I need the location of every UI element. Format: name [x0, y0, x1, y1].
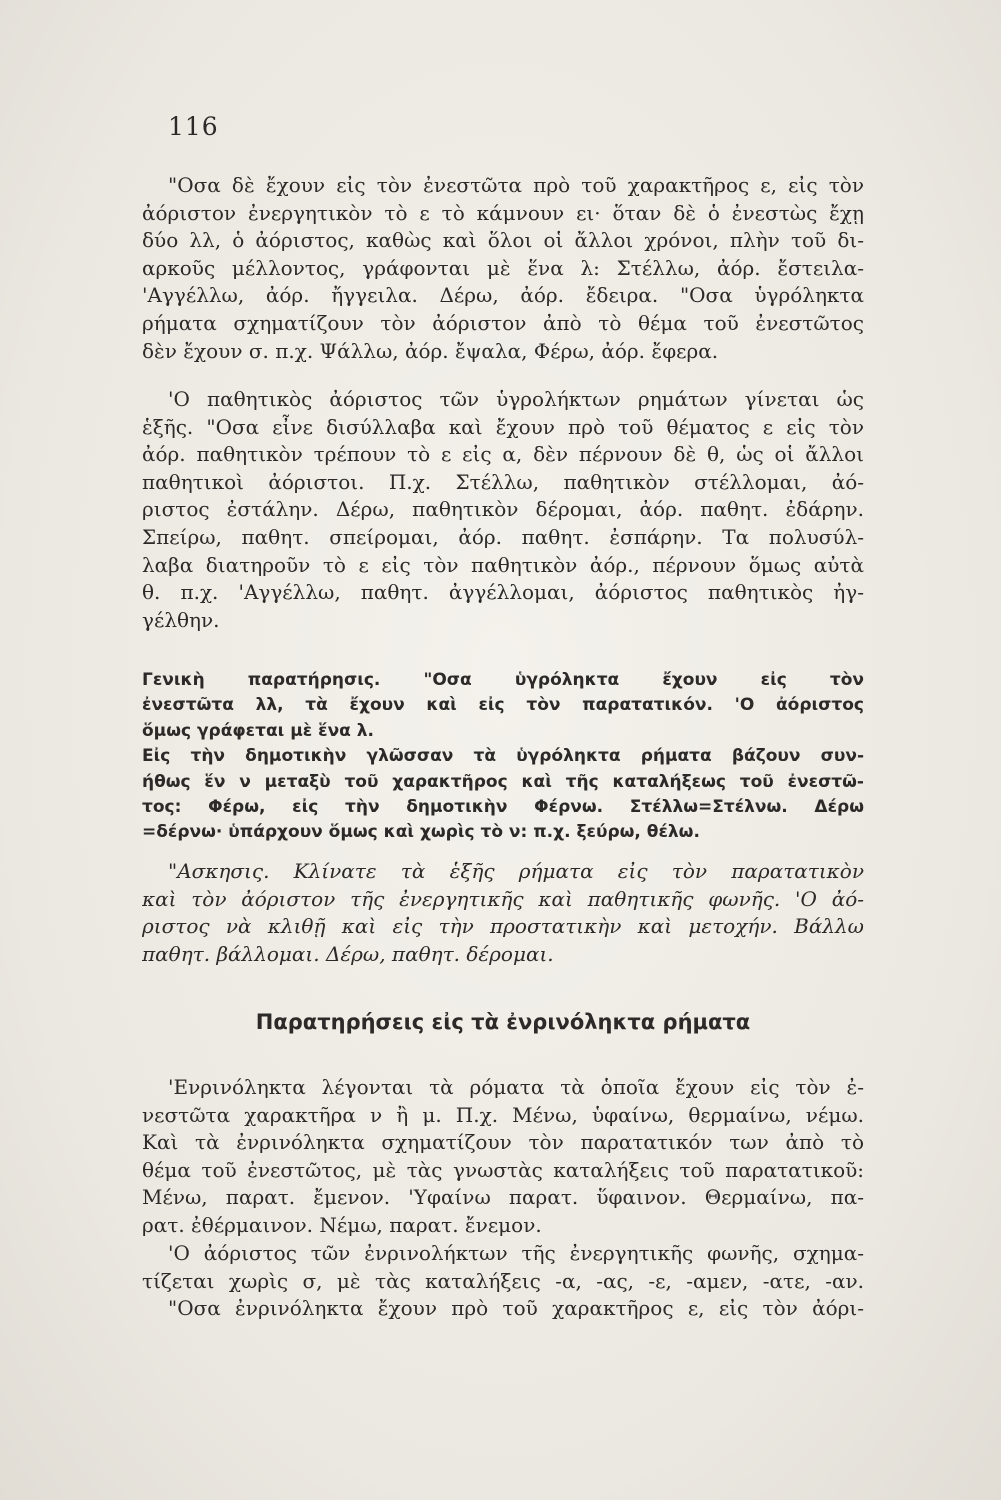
text-line: ριστος ἐστάλην. Δέρω, παθητικὸν δέρομαι, ἀόρ. παθητ. ἐδάρην.: [142, 497, 864, 522]
text-line: 'Αγγέλλω, ἀόρ. ἤγγειλα. Δέρω, ἀόρ. ἔδειρα. "Οσα ὑγρόληκτα: [142, 283, 864, 308]
text-line: ὅμως γράφεται μὲ ἕνα λ.: [142, 720, 374, 741]
text-line: δὲν ἔχουν σ. π.χ. Ψάλλω, ἀόρ. ἔψαλα, Φέρω, ἀόρ. ἔφερα.: [142, 338, 719, 363]
text-line: ἀόριστον ἐνεργητικὸν τὸ ε τὸ κάμνουν ει· ὅταν δὲ ὁ ἐνεστὼς ἔχῃ: [142, 200, 864, 225]
text-line: =δέρνω· ὑπάρχουν ὅμως καὶ χωρὶς τὸ ν: π.χ. ξεύρω, θέλω.: [142, 822, 700, 843]
text-line: ήθως ἕν ν μεταξὺ τοῦ χαρακτῆρος καὶ τῆς καταλήξεως τοῦ ἐνεστῶ-: [142, 771, 864, 792]
text-line: τος: Φέρω, εἰς τὴν δημοτικὴν Φέρνω. Στέλλω=Στέλνω. Δέρω: [142, 797, 864, 818]
text-line: αρκοῦς μέλλοντος, γράφονται μὲ ἕνα λ: Στέλλω, ἀόρ. ἔστειλα-: [142, 255, 864, 280]
text-line: παθητ. βάλλομαι. Δέρω, παθητ. δέρομαι.: [142, 941, 554, 966]
text-line: "Οσα ἐνρινόληκτα ἔχουν πρὸ τοῦ χαρακτῆρος ε, εἰς τὸν ἀόρι-: [168, 1296, 864, 1321]
text-line: γέλθην.: [142, 607, 220, 632]
text-line: θέμα τοῦ ἐνεστῶτος, μὲ τὰς γνωστὰς καταλήξεις τοῦ παρατατικοῦ:: [142, 1157, 864, 1182]
text-line: ἑξῆς. "Οσα εἶνε δισύλλαβα καὶ ἔχουν πρὸ τοῦ θέματος ε εἰς τὸν: [142, 414, 864, 439]
text-line: Σπείρω, παθητ. σπείρομαι, ἀόρ. παθητ. ἐσπάρην. Τα πολυσύλ-: [142, 524, 864, 549]
text-line: ρατ. ἐθέρμαινον. Νέμω, παρατ. ἔνεμον.: [142, 1212, 542, 1237]
text-line: ἀόρ. παθητικὸν τρέπουν τὸ ε εἰς α, δὲν πέρνουν δὲ θ, ὡς οἱ ἄλλοι: [142, 442, 864, 467]
text-line: Καὶ τὰ ἐνρινόληκτα σχηματίζουν τὸν παρατατικόν των ἀπὸ τὸ: [142, 1130, 864, 1155]
text-line: "Ασκησις. Κλίνατε τὰ ἑξῆς ρήματα εἰς τὸν παρατατικὸν: [168, 859, 864, 883]
paragraph-exercise: [142, 858, 864, 968]
paragraph-aorist-passive: [142, 386, 864, 634]
text-line: 'Ο ἀόριστος τῶν ἐνρινολήκτων τῆς ἐνεργητικῆς φωνῆς, σχημα-: [168, 1241, 864, 1265]
text-line: τίζεται χωρὶς σ, μὲ τὰς καταλήξεις -α, -ας, -ε, -αμεν, -ατε, -αν.: [142, 1268, 864, 1293]
paragraph-aorist-active: [142, 172, 864, 365]
text-line: 'Ο παθητικὸς ἀόριστος τῶν ὑγρολήκτων ρημάτων γίνεται ὡς: [168, 387, 864, 411]
text-line: 'Ενρινόληκτα λέγονται τὰ ρόματα τὰ ὁποῖα ἔχουν εἰς τὸν ἐ-: [168, 1075, 864, 1099]
page-number: 116: [168, 112, 219, 141]
text-line: ἐνεστῶτα λλ, τὰ ἔχουν καὶ εἰς τὸν παρατατικόν. 'Ο ἀόριστος: [142, 695, 864, 716]
paragraph-nasal-aorist: [142, 1240, 864, 1323]
text-line: λαβα διατηροῦν τὸ ε εἰς τὸν παθητικὸν ἀόρ., πέρνουν ὅμως αὐτὰ: [142, 552, 864, 577]
text-line: δύο λλ, ὁ ἀόριστος, καθὼς καὶ ὅλοι οἱ ἄλλοι χρόνοι, πλὴν τοῦ δι-: [142, 228, 864, 253]
paragraph-general-remark: [142, 668, 864, 846]
text-line: νεστῶτα χαρακτῆρα ν ἢ μ. Π.χ. Μένω, ὑφαίνω, θερμαίνω, νέμω.: [142, 1102, 864, 1127]
text-line: "Οσα δὲ ἔχουν εἰς τὸν ἐνεστῶτα πρὸ τοῦ χαρακτῆρος ε, εἰς τὸν: [168, 173, 864, 197]
text-line: ρήματα σχηματίζουν τὸν ἀόριστον ἀπὸ τὸ θέμα τοῦ ἐνεστῶτος: [142, 310, 864, 335]
text-line: παθητικοὶ ἀόριστοι. Π.χ. Στέλλω, παθητικὸν στέλλομαι, ἀό-: [142, 469, 864, 494]
text-line: Γενικὴ παρατήρησις. "Οσα ὑγρόληκτα ἔχουν εἰς τὸν: [142, 670, 864, 690]
section-heading: Παρατηρήσεις εἰς τὰ ἐνρινόληκτα ρήματα: [255, 1010, 751, 1034]
text-line: θ. π.χ. 'Αγγέλλω, παθητ. ἀγγέλλομαι, ἀόριστος παθητικὸς ἠγ-: [142, 580, 864, 605]
text-line: ριστος νὰ κλιθῇ καὶ εἰς τὴν προστατικὴν καὶ μετοχήν. Βάλλω: [142, 914, 864, 939]
paragraph-nasal-verbs: [142, 1074, 864, 1240]
text-line: Εἰς τὴν δημοτικὴν γλῶσσαν τὰ ὑγρόληκτα ρήματα βάζουν συν-: [142, 746, 864, 767]
text-line: Μένω, παρατ. ἔμενον. 'Υφαίνω παρατ. ὕφαινον. Θερμαίνω, πα-: [142, 1185, 864, 1210]
text-line: καὶ τὸν ἀόριστον τῆς ἐνεργητικῆς καὶ παθητικῆς φωνῆς. 'Ο ἀό-: [142, 886, 864, 911]
